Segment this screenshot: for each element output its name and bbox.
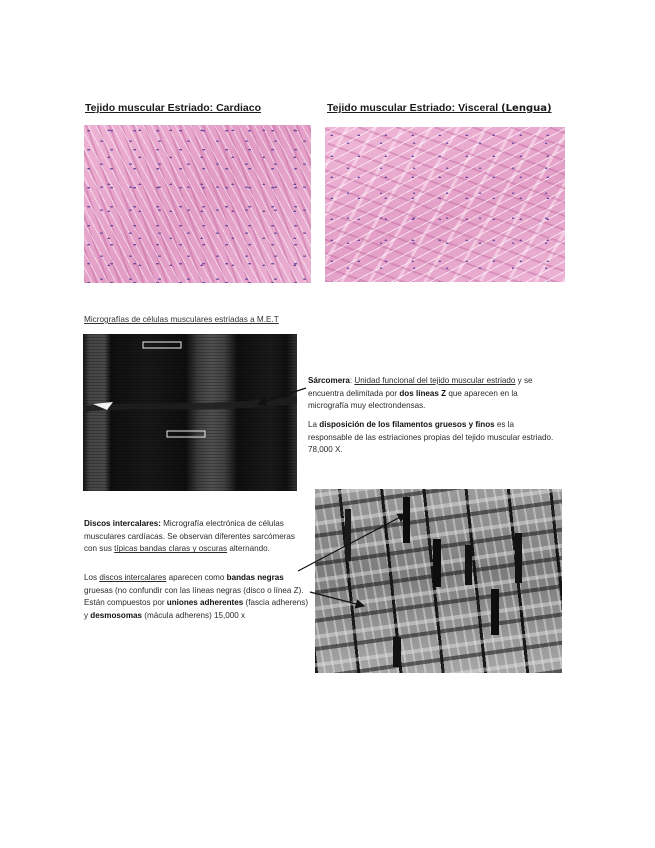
- sarcomere-text-2: que aparecen en la micrografía muy electrondensas.: [308, 388, 518, 411]
- visceral-handwritten-note: (Lengua): [501, 103, 552, 114]
- discs-adherens-junctions: uniones adherentes: [166, 598, 244, 608]
- disc-arrow-lower: [310, 592, 364, 606]
- sarcomere-z-lines: dos líneas Z: [399, 388, 447, 398]
- sarcomere-definition: Unidad funcional del tejido muscular estriado: [354, 376, 516, 385]
- filament-term: disposición de los filamentos gruesos y finos: [319, 420, 495, 429]
- sarcomere-sep: :: [349, 376, 355, 385]
- filament-text-2: es la responsable de las estriaciones propias del tejido muscular estriado. 78,000 X.: [308, 420, 554, 455]
- discs-text-1: Micrografía electrónica de células musculares cardíacas. Se observan diferentes sarcómeras con sus: [84, 519, 295, 554]
- sarcomere-term: Sárcomera: [308, 376, 350, 385]
- discs-detail-text-2: aparecen como: [166, 573, 227, 582]
- visceral-heading-text: Tejido muscular Estriado: Visceral: [327, 102, 499, 114]
- discs-desmosomes: desmosomas: [90, 610, 143, 620]
- tem-caption: Micrografías de células musculares estriadas a M.E.T: [84, 315, 279, 324]
- discs-detail-text-1: Los: [84, 573, 100, 582]
- discs-detail-text-3: gruesas (no confundir con las líneas negras (disco o línea Z). Están compuestos por: [84, 585, 304, 608]
- discs-text-2: alternando.: [227, 544, 270, 554]
- discs-detail-term: discos intercalares: [99, 573, 167, 582]
- cardiac-heading: Tejido muscular Estriado: Cardiaco: [85, 102, 262, 114]
- disc-arrow-upper: [298, 514, 406, 571]
- discs-term: Discos intercalares:: [84, 519, 161, 528]
- sarcomere-text-1: y se encuentra delimitada por: [308, 376, 533, 398]
- discs-detail-text-5: (mácula adherens) 15,000 x: [142, 610, 246, 620]
- discs-bands: típicas bandas claras y oscuras: [114, 544, 228, 554]
- discs-detail-text-4: (fascia adherens) y: [84, 598, 309, 620]
- filament-text-1: La: [308, 420, 320, 429]
- sarcomere-arrow: [258, 388, 306, 404]
- discs-black-bands: bandas negras: [226, 573, 284, 582]
